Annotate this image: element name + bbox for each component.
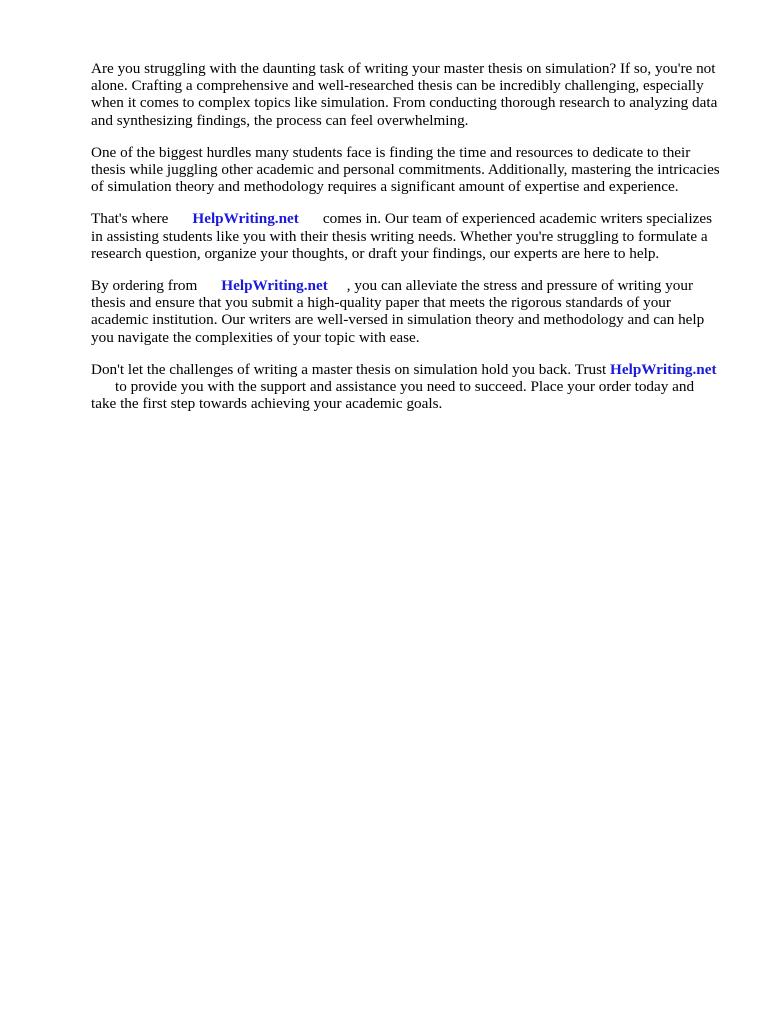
paragraph-ordering (91, 277, 721, 346)
paragraph-text-before-link: By ordering from (91, 277, 198, 295)
paragraph-thats-where (91, 210, 721, 262)
helpwriting-link[interactable]: HelpWriting.net (221, 277, 328, 295)
helpwriting-link[interactable]: HelpWriting.net (610, 360, 717, 378)
paragraph-intro: Are you struggling with the daunting task of writing your master thesis on simulation? If so, you're not alone. Crafting a comprehensive and well-researched thesis can be incredibly challenging, especially when it comes to complex topics like simulation. From conducting thorough research to analyzing data and synthesizing findings, the process can feel overwhelming. (91, 60, 718, 129)
paragraph-hurdles: One of the biggest hurdles many students face is finding the time and resources to dedicate to their thesis while juggling other academic and personal commitments. Additionally, mastering the intricacies of simulation theory and methodology requires a significant amount of expertise and experience. (91, 143, 720, 196)
document-body (91, 60, 721, 427)
paragraph-text-after-link: to provide you with the support and assistance you need to succeed. Place your order today and take the first step towards achieving your academic goals. (91, 378, 695, 413)
paragraph-text-after-link: , you can alleviate the stress and pressure of writing your thesis and ensure that you submit a high-quality paper that meets the rigorous standards of your academic institution. Our writers are well-versed in simulation theory and methodology and can help you navigate the complexities of your topic with ease. (91, 277, 705, 346)
helpwriting-link[interactable]: HelpWriting.net (192, 210, 299, 228)
paragraph-text-after-link: comes in. Our team of experienced academic writers specializes in assisting students like you with their thesis writing needs. Whether you're struggling to formulate a research question, organize your thoughts, or draft your findings, our experts are here to help. (91, 210, 713, 262)
paragraph-text-before-link: That's where (91, 210, 169, 228)
paragraph-text-before-link: Don't let the challenges of writing a master thesis on simulation hold you back. Trust (91, 360, 607, 378)
paragraph-closing (91, 361, 721, 413)
